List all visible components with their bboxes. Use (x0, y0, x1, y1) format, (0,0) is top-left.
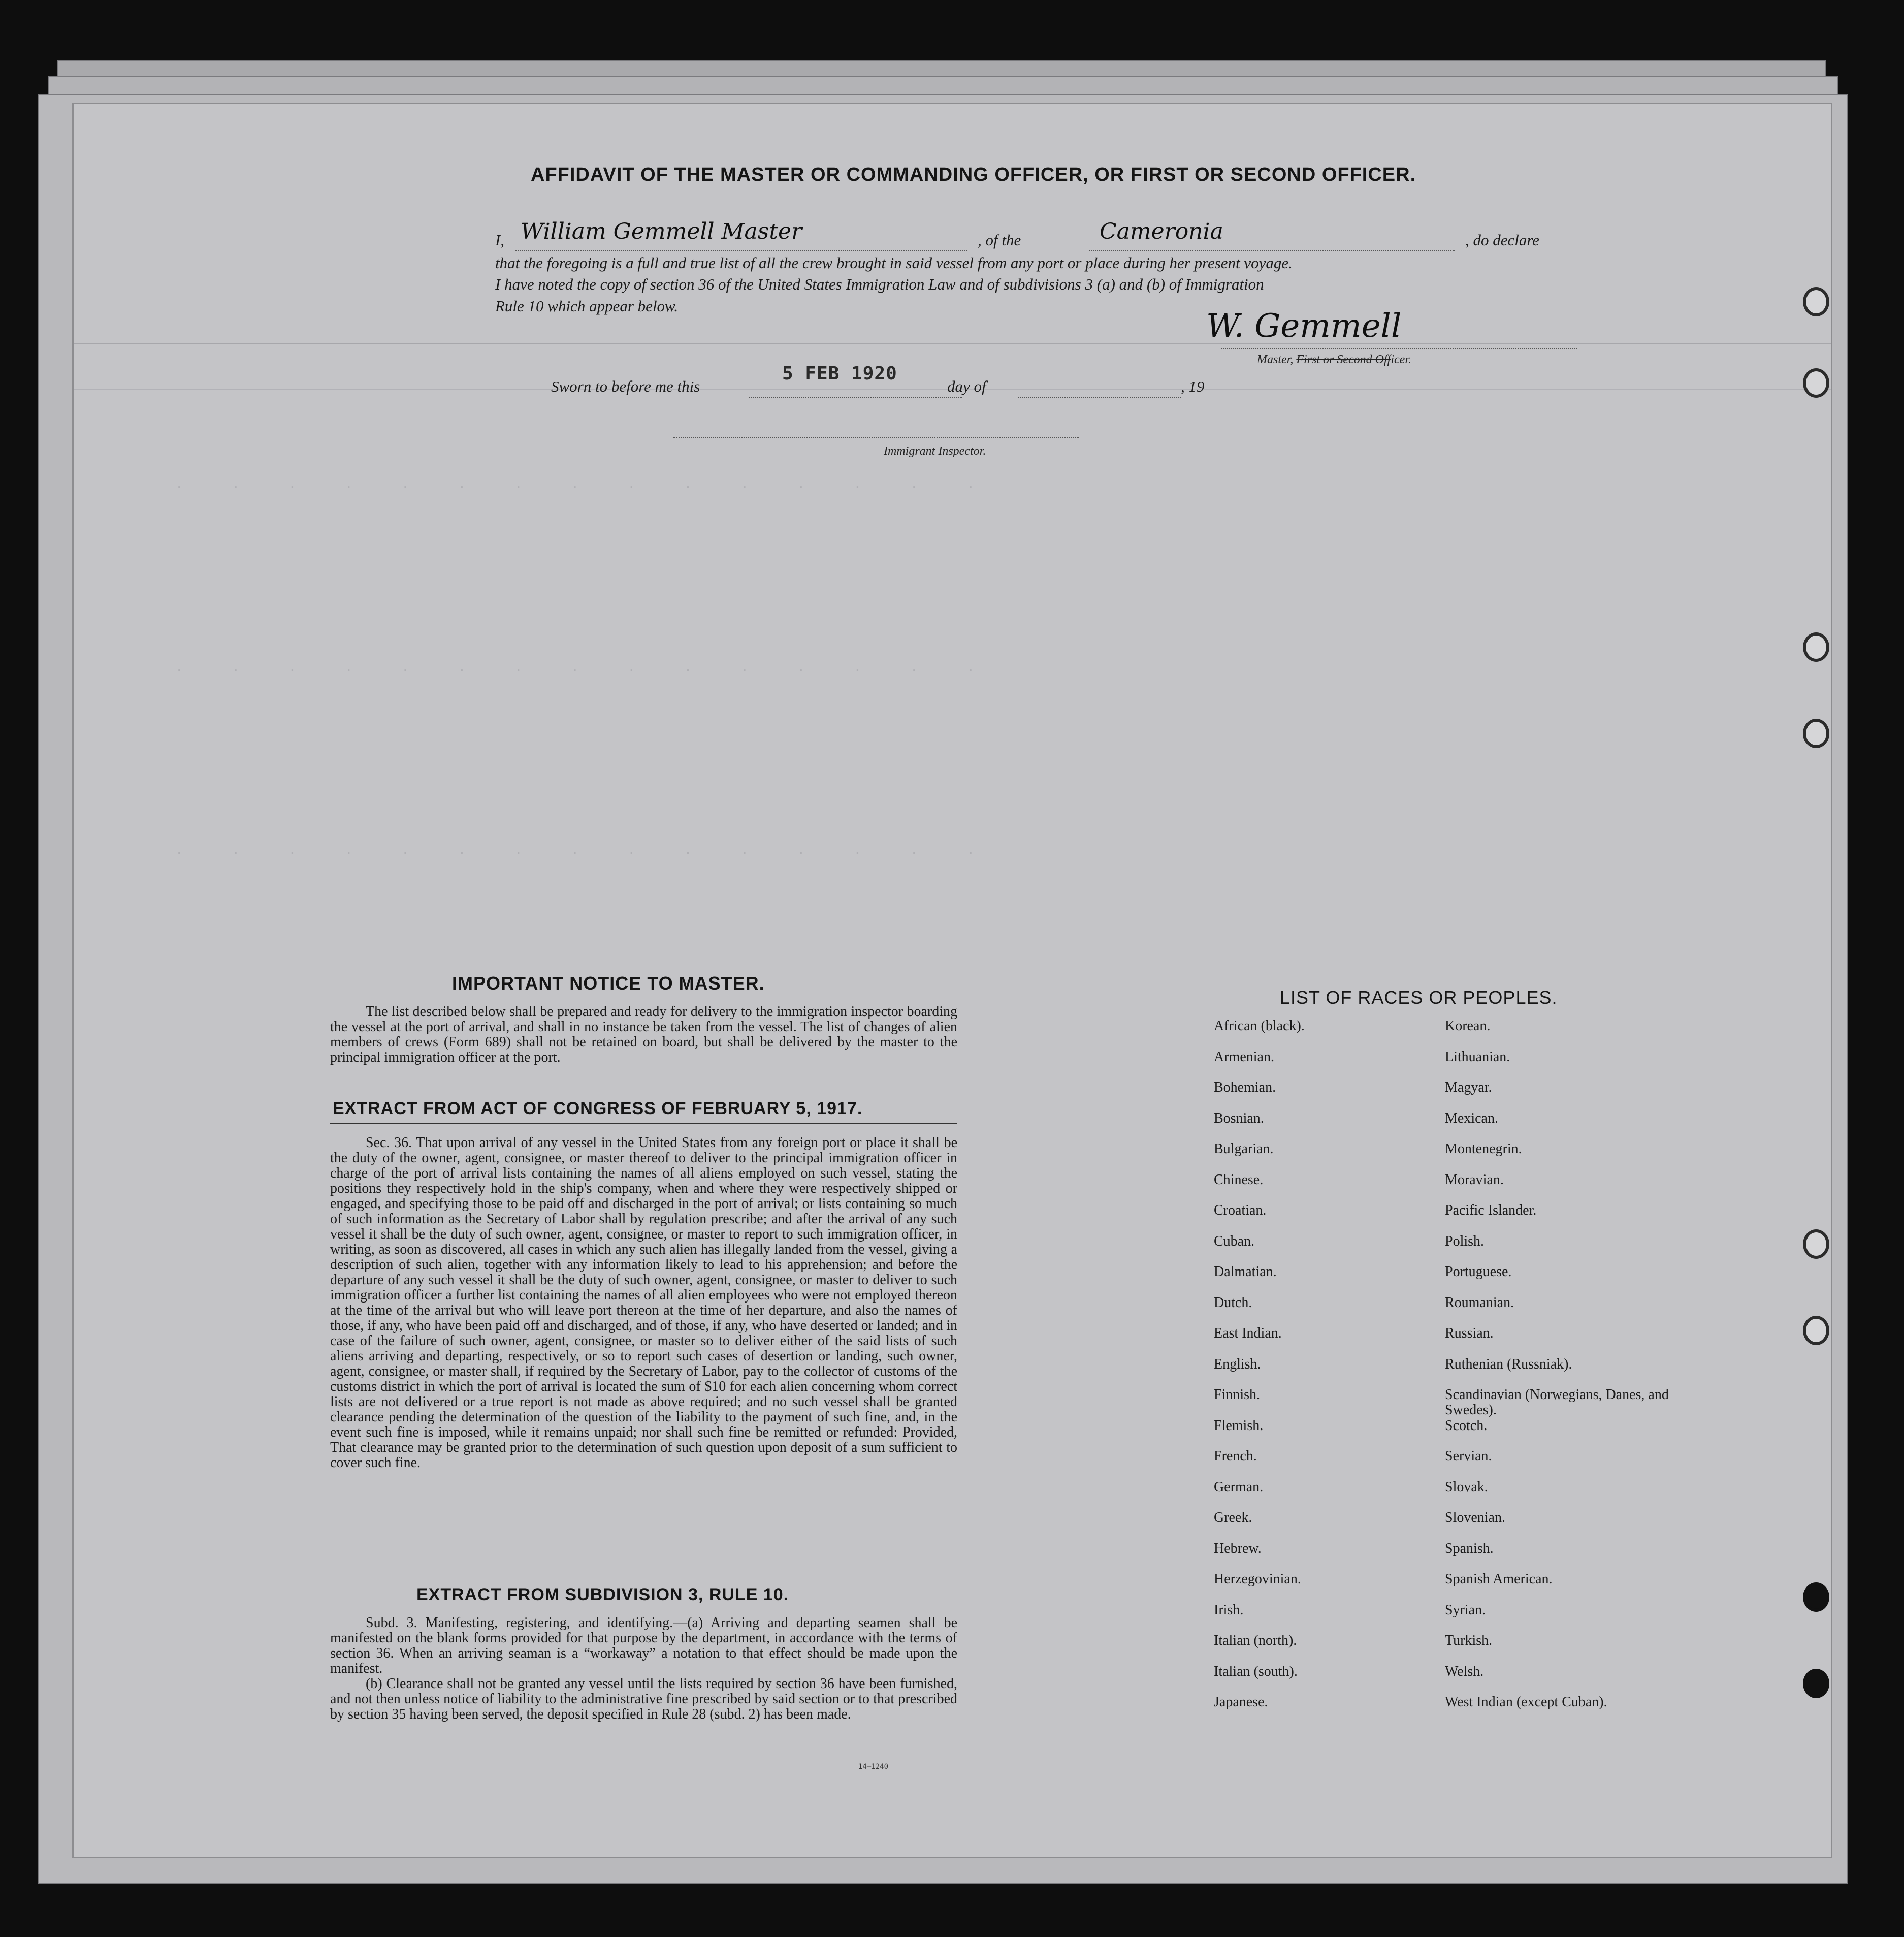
race-item: Finnish. (1214, 1387, 1261, 1403)
vessel-name-handwritten: Cameronia (1100, 218, 1223, 244)
race-item: Portuguese. (1445, 1264, 1512, 1280)
name-fill-line (515, 250, 967, 251)
race-item: Italian (south). (1214, 1663, 1298, 1679)
race-item: East Indian. (1214, 1325, 1282, 1341)
race-item: Magyar. (1445, 1079, 1492, 1095)
race-item: Chinese. (1214, 1171, 1264, 1188)
race-item: Slovak. (1445, 1479, 1488, 1495)
inspector-line (673, 437, 1079, 438)
race-item: Mexican. (1445, 1110, 1498, 1126)
sworn-year: , 19 (1181, 377, 1205, 395)
sworn-month-line (1018, 397, 1181, 398)
race-item: Japanese. (1214, 1694, 1268, 1710)
race-item: Croatian. (1214, 1202, 1267, 1218)
race-item: Greek. (1214, 1510, 1252, 1526)
sworn-text: Sworn to before me this (551, 377, 700, 395)
race-item: Armenian. (1214, 1049, 1274, 1065)
race-item: Syrian. (1445, 1602, 1486, 1618)
races-column-1 (1214, 1019, 1427, 1726)
affidavit-declare: , do declare (1465, 231, 1540, 249)
race-item: Polish. (1445, 1233, 1485, 1249)
race-item: Flemish. (1214, 1417, 1264, 1434)
race-item: Turkish. (1445, 1633, 1493, 1648)
section-rule (330, 1123, 957, 1124)
inspector-caption: Immigrant Inspector. (884, 444, 986, 458)
race-item: African (black). (1214, 1018, 1305, 1034)
race-item: Dutch. (1214, 1294, 1252, 1311)
race-item: Scandinavian (Norwegians, Danes, and Swedes). (1445, 1387, 1669, 1418)
race-item: Italian (north). (1214, 1633, 1297, 1648)
race-item: German. (1214, 1479, 1264, 1495)
signature-line (1221, 348, 1577, 349)
punch-hole (1803, 287, 1829, 316)
race-item: Montenegrin. (1445, 1141, 1522, 1157)
punch-hole (1803, 1669, 1829, 1698)
punch-hole (1803, 1316, 1829, 1345)
race-item: Servian. (1445, 1448, 1492, 1464)
affidavit-of-the: , of the (978, 231, 1021, 249)
punch-hole (1803, 1582, 1829, 1612)
races-column-2 (1445, 1019, 1679, 1726)
races-title: LIST OF RACES OR PEOPLES. (1280, 987, 1558, 1008)
signature-caption: Master, First or Second Officer. (1257, 353, 1411, 366)
race-item: Spanish American. (1445, 1571, 1553, 1587)
race-item: Ruthenian (Russniak). (1445, 1356, 1572, 1372)
date-stamp: 5 FEB 1920 (782, 363, 897, 384)
race-item: Bosnian. (1214, 1110, 1264, 1126)
vessel-fill-line (1089, 250, 1455, 251)
race-item: Lithuanian. (1445, 1049, 1510, 1065)
punch-hole (1803, 719, 1829, 748)
sworn-date-line (749, 397, 962, 398)
ghost-row: · · · · · · · · · · · · · · · (175, 480, 995, 495)
race-item: French. (1214, 1448, 1257, 1464)
race-item: Bohemian. (1214, 1079, 1276, 1095)
race-item: Russian. (1445, 1325, 1494, 1341)
notice-text: The list described below shall be prepared and ready for delivery to the immigration inspector boarding the vessel at the port of arrival, and shall in no instance be taken from the vessel. The list of changes of alien members of crews (Form 689) shall not be retained on board, but shall be delivered by the master to the principal immigration officer at the port. (330, 1004, 957, 1065)
race-item: Bulgarian. (1214, 1141, 1274, 1157)
race-item: Pacific Islander. (1445, 1202, 1537, 1218)
extract-act-text: Sec. 36. That upon arrival of any vessel in the United States from any foreign port or place it shall be the duty of the owner, agent, consignee, or master thereof to deliver to the principal immigration officer in charge of the port of arrival lists containing the names of all aliens employed on such vessel, stating the positions they respectively hold in the ship's company, when and where they were respectively shipped or engaged, and specifying those to be paid off and discharged in the port of arrival; or lists containing so much of such information as the Secretary of Labor shall by regulation prescribe; and after the arrival of any such vessel it shall be the duty of such owner, agent, consignee, or master to report to such immigration officer, in writing, as soon as discovered, all cases in which any such alien has illegally landed from the vessel, giving a description of such alien, together with any information likely to lead to his apprehension; and before the departure of any such vessel it shall be the duty of such owner, agent, consignee, or master to deliver to such immigration officer a further list containing the names of all alien employees who were not employed thereon at the time of the arrival but who will leave port thereon at the time of her departure, and also the names of those, if any, who have been paid off and discharged, and of those, if any, who have deserted or landed; and in case of the failure of such owner, agent, consignee, or master so to deliver either of the said lists of such aliens arriving and departing, respectively, or so to report such cases of desertion or landing, such owner, agent, consignee, or master shall, if required by the Secretary of Labor, pay to the collector of customs of the customs district in which the port of arrival is located the sum of $10 for each alien concerning whom correct lists are not delivered or a true report is not made as above required; and no such vessel shall be granted clearance pending the determination of the question of the liability to the payment of such fine, and, in the event such fine is imposed, while it remains unpaid; nor shall such fine be remitted or refunded: Provided, That clearance may be granted prior to the determination of such question upon deposit of a sum sufficient to cover such fine. (330, 1135, 957, 1471)
race-item: West Indian (except Cuban). (1445, 1694, 1607, 1710)
affidavit-prefix: I, (495, 231, 505, 249)
punch-hole (1803, 1229, 1829, 1259)
manifest-page (74, 104, 1831, 1857)
extract-act-title: EXTRACT FROM ACT OF CONGRESS OF FEBRUARY 5, 1917. (333, 1099, 863, 1118)
race-item: Roumanian. (1445, 1294, 1514, 1311)
ghost-row: · · · · · · · · · · · · · · · (175, 846, 995, 861)
race-item: Scotch. (1445, 1417, 1488, 1434)
race-item: Irish. (1214, 1602, 1244, 1618)
race-item: Spanish. (1445, 1540, 1494, 1557)
race-item: Welsh. (1445, 1663, 1484, 1679)
punch-hole (1803, 632, 1829, 662)
master-name-handwritten: William Gemmell Master (521, 218, 802, 244)
extract-rule-title: EXTRACT FROM SUBDIVISION 3, RULE 10. (416, 1585, 789, 1604)
sworn-day-of: day of (947, 377, 986, 395)
form-number: 14—1240 (858, 1763, 889, 1771)
race-item: Moravian. (1445, 1171, 1504, 1188)
extract-rule-text: Subd. 3. Manifesting, registering, and identifying.—(a) Arriving and departing seamen shall be manifested on the blank forms provided for that purpose by the department, in accordance with the terms of section 36. When an arriving seaman is a “workaway” a notation to that effect should be made upon the manifest. (b) Clearance shall not be granted any vessel until the lists required by section 36 have been furnished, and not then unless notice of liability to the administrative fine prescribed by said section or to that prescribed by section 35 having been served, the deposit specified in Rule 28 (subd. 2) has been made. (330, 1615, 957, 1722)
race-item: Korean. (1445, 1018, 1491, 1034)
race-item: English. (1214, 1356, 1261, 1372)
affidavit-line-2: that the foregoing is a full and true list of all the crew brought in said vessel from any port or place during her present voyage. (495, 254, 1293, 272)
ghost-row: · · · · · · · · · · · · · · · (175, 663, 995, 678)
affidavit-line-4: Rule 10 which appear below. (495, 297, 679, 315)
race-item: Herzegovinian. (1214, 1571, 1301, 1587)
race-item: Hebrew. (1214, 1540, 1262, 1557)
notice-title: IMPORTANT NOTICE TO MASTER. (452, 973, 765, 994)
race-item: Slovenian. (1445, 1510, 1505, 1526)
affidavit-line-3: I have noted the copy of section 36 of the United States Immigration Law and of subdivisions 3 (a) and (b) of Immigration (495, 275, 1264, 293)
race-item: Cuban. (1214, 1233, 1255, 1249)
punch-hole (1803, 368, 1829, 398)
affidavit-title: AFFIDAVIT OF THE MASTER OR COMMANDING OFFICER, OR FIRST OR SECOND OFFICER. (531, 164, 1416, 185)
race-item: Dalmatian. (1214, 1264, 1277, 1280)
master-signature: W. Gemmell (1206, 307, 1402, 345)
